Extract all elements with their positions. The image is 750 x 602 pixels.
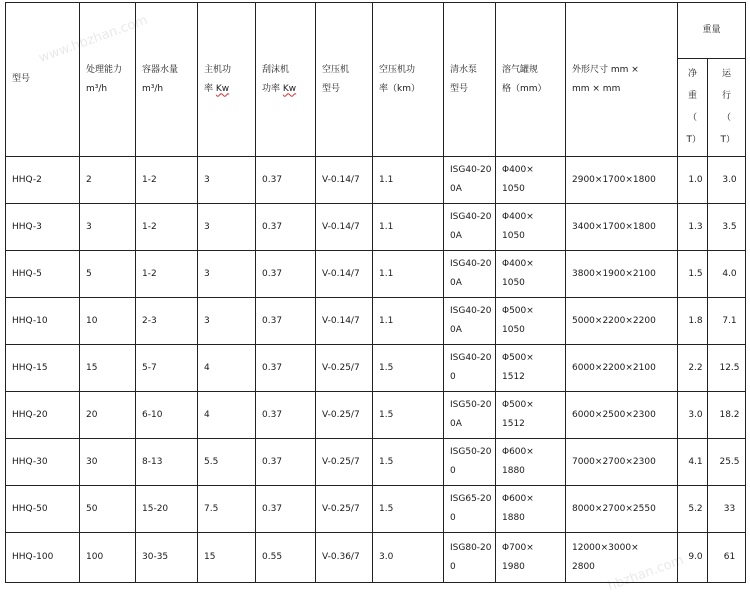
cell-dimensions: 3800×1900×2100: [566, 251, 678, 298]
cell-scraper-power: 0.37: [256, 345, 316, 392]
header-pump-model: 清水泵 型号: [444, 3, 496, 157]
cell-compressor-model: V-0.25/7: [316, 439, 373, 486]
cell-main-power: 5.5: [198, 439, 256, 486]
header-dimensions: 外形尺寸 mm × mm × mm: [566, 3, 678, 157]
cell-dimensions: 6000×2200×2100: [566, 345, 678, 392]
table-row: [6, 251, 746, 298]
cell-capacity: 100: [80, 533, 136, 583]
cell-capacity: 10: [80, 298, 136, 345]
cell-compressor-power: 1.1: [373, 157, 444, 204]
cell-scraper-power: 0.55: [256, 533, 316, 583]
cell-dissolve-spec: Φ500× 1512: [496, 392, 566, 439]
table-row: [6, 298, 746, 345]
cell-compressor-power: 1.5: [373, 439, 444, 486]
cell-tank-volume: 6-10: [136, 392, 198, 439]
cell-tank-volume: 1-2: [136, 157, 198, 204]
cell-net-weight: 3.0: [678, 392, 708, 439]
cell-compressor-model: V-0.14/7: [316, 204, 373, 251]
cell-operating-weight: 18.2: [708, 392, 746, 439]
header-tank-volume: 容器水量 m³/h: [136, 3, 198, 157]
table-row: [6, 486, 746, 533]
header-capacity: 处理能力 m³/h: [80, 3, 136, 157]
cell-model: HHQ-3: [6, 204, 80, 251]
cell-operating-weight: 12.5: [708, 345, 746, 392]
cell-tank-volume: 15-20: [136, 486, 198, 533]
cell-tank-volume: 2-3: [136, 298, 198, 345]
cell-compressor-power: 3.0: [373, 533, 444, 583]
cell-model: HHQ-50: [6, 486, 80, 533]
cell-capacity: 30: [80, 439, 136, 486]
cell-model: HHQ-2: [6, 157, 80, 204]
cell-main-power: 3: [198, 298, 256, 345]
cell-model: HHQ-100: [6, 533, 80, 583]
cell-main-power: 4: [198, 345, 256, 392]
header-operating-weight: 运 行 （ T）: [708, 59, 746, 157]
cell-compressor-model: V-0.14/7: [316, 157, 373, 204]
cell-dissolve-spec: Φ600× 1880: [496, 486, 566, 533]
cell-tank-volume: 1-2: [136, 251, 198, 298]
header-compressor-power: 空压机功 率（km）: [373, 3, 444, 157]
cell-scraper-power: 0.37: [256, 298, 316, 345]
cell-pump-model: ISG40-20 0: [444, 345, 496, 392]
cell-dissolve-spec: Φ600× 1880: [496, 439, 566, 486]
cell-capacity: 50: [80, 486, 136, 533]
equipment-spec-table: [5, 2, 746, 583]
cell-tank-volume: 30-35: [136, 533, 198, 583]
cell-pump-model: ISG50-20 0A: [444, 392, 496, 439]
watermark-top: www.hbzhan.com: [36, 12, 150, 67]
cell-compressor-power: 1.5: [373, 392, 444, 439]
cell-dimensions: 12000×3000× 2800: [566, 533, 678, 583]
cell-model: HHQ-5: [6, 251, 80, 298]
cell-dimensions: 3400×1700×1800: [566, 204, 678, 251]
header-compressor-model: 空压机 型号: [316, 3, 373, 157]
cell-compressor-model: V-0.14/7: [316, 298, 373, 345]
cell-dissolve-spec: Φ400× 1050: [496, 204, 566, 251]
cell-dissolve-spec: Φ400× 1050: [496, 251, 566, 298]
cell-model: HHQ-10: [6, 298, 80, 345]
cell-pump-model: ISG65-20 0: [444, 486, 496, 533]
cell-net-weight: 1.8: [678, 298, 708, 345]
cell-compressor-model: V-0.25/7: [316, 345, 373, 392]
cell-pump-model: ISG40-20 0A: [444, 204, 496, 251]
cell-operating-weight: 3.0: [708, 157, 746, 204]
header-row: [6, 3, 746, 59]
cell-main-power: 3: [198, 204, 256, 251]
cell-scraper-power: 0.37: [256, 439, 316, 486]
cell-tank-volume: 1-2: [136, 204, 198, 251]
cell-capacity: 15: [80, 345, 136, 392]
cell-dimensions: 7000×2700×2300: [566, 439, 678, 486]
cell-main-power: 3: [198, 251, 256, 298]
cell-dimensions: 8000×2700×2550: [566, 486, 678, 533]
cell-capacity: 3: [80, 204, 136, 251]
cell-pump-model: ISG80-20 0: [444, 533, 496, 583]
cell-tank-volume: 8-13: [136, 439, 198, 486]
cell-compressor-model: V-0.25/7: [316, 486, 373, 533]
cell-compressor-power: 1.1: [373, 298, 444, 345]
cell-net-weight: 2.2: [678, 345, 708, 392]
cell-operating-weight: 33: [708, 486, 746, 533]
cell-pump-model: ISG40-20 0A: [444, 251, 496, 298]
cell-compressor-power: 1.1: [373, 204, 444, 251]
cell-model: HHQ-30: [6, 439, 80, 486]
table-row: [6, 439, 746, 486]
cell-pump-model: ISG50-20 0: [444, 439, 496, 486]
cell-operating-weight: 61: [708, 533, 746, 583]
cell-scraper-power: 0.37: [256, 157, 316, 204]
watermark-bottom: hbzhan.com: [605, 552, 686, 595]
header-net-weight: 净 重 （ T）: [678, 59, 708, 157]
cell-dissolve-spec: Φ400× 1050: [496, 157, 566, 204]
cell-model: HHQ-20: [6, 392, 80, 439]
cell-operating-weight: 3.5: [708, 204, 746, 251]
cell-net-weight: 1.5: [678, 251, 708, 298]
cell-dimensions: 6000×2500×2300: [566, 392, 678, 439]
cell-dissolve-spec: Φ700× 1980: [496, 533, 566, 583]
cell-operating-weight: 4.0: [708, 251, 746, 298]
table-row: [6, 345, 746, 392]
cell-main-power: 7.5: [198, 486, 256, 533]
table-row: [6, 392, 746, 439]
cell-net-weight: 9.0: [678, 533, 708, 583]
cell-dimensions: 2900×1700×1800: [566, 157, 678, 204]
cell-compressor-model: V-0.36/7: [316, 533, 373, 583]
cell-scraper-power: 0.37: [256, 486, 316, 533]
cell-scraper-power: 0.37: [256, 392, 316, 439]
cell-compressor-model: V-0.25/7: [316, 392, 373, 439]
cell-dissolve-spec: Φ500× 1050: [496, 298, 566, 345]
cell-net-weight: 1.3: [678, 204, 708, 251]
cell-compressor-power: 1.5: [373, 486, 444, 533]
cell-net-weight: 1.0: [678, 157, 708, 204]
header-model: 型号: [6, 3, 80, 157]
cell-main-power: 3: [198, 157, 256, 204]
header-weight: 重量: [678, 3, 746, 59]
table-row: [6, 533, 746, 583]
cell-main-power: 4: [198, 392, 256, 439]
cell-pump-model: ISG40-20 0A: [444, 157, 496, 204]
cell-scraper-power: 0.37: [256, 251, 316, 298]
cell-tank-volume: 5-7: [136, 345, 198, 392]
cell-dissolve-spec: Φ500× 1512: [496, 345, 566, 392]
cell-main-power: 15: [198, 533, 256, 583]
cell-dimensions: 5000×2200×2200: [566, 298, 678, 345]
cell-compressor-power: 1.1: [373, 251, 444, 298]
cell-capacity: 5: [80, 251, 136, 298]
cell-model: HHQ-15: [6, 345, 80, 392]
cell-pump-model: ISG40-20 0A: [444, 298, 496, 345]
cell-net-weight: 4.1: [678, 439, 708, 486]
cell-compressor-power: 1.5: [373, 345, 444, 392]
table-row: [6, 157, 746, 204]
cell-operating-weight: 7.1: [708, 298, 746, 345]
cell-capacity: 20: [80, 392, 136, 439]
table-row: [6, 204, 746, 251]
cell-net-weight: 5.2: [678, 486, 708, 533]
cell-compressor-model: V-0.14/7: [316, 251, 373, 298]
cell-capacity: 2: [80, 157, 136, 204]
header-scraper-power: 刮沫机 功率 Kw: [256, 3, 316, 157]
header-dissolve-spec: 溶气罐规 格（mm）: [496, 3, 566, 157]
cell-scraper-power: 0.37: [256, 204, 316, 251]
header-main-power: 主机功 率 Kw: [198, 3, 256, 157]
cell-operating-weight: 25.5: [708, 439, 746, 486]
